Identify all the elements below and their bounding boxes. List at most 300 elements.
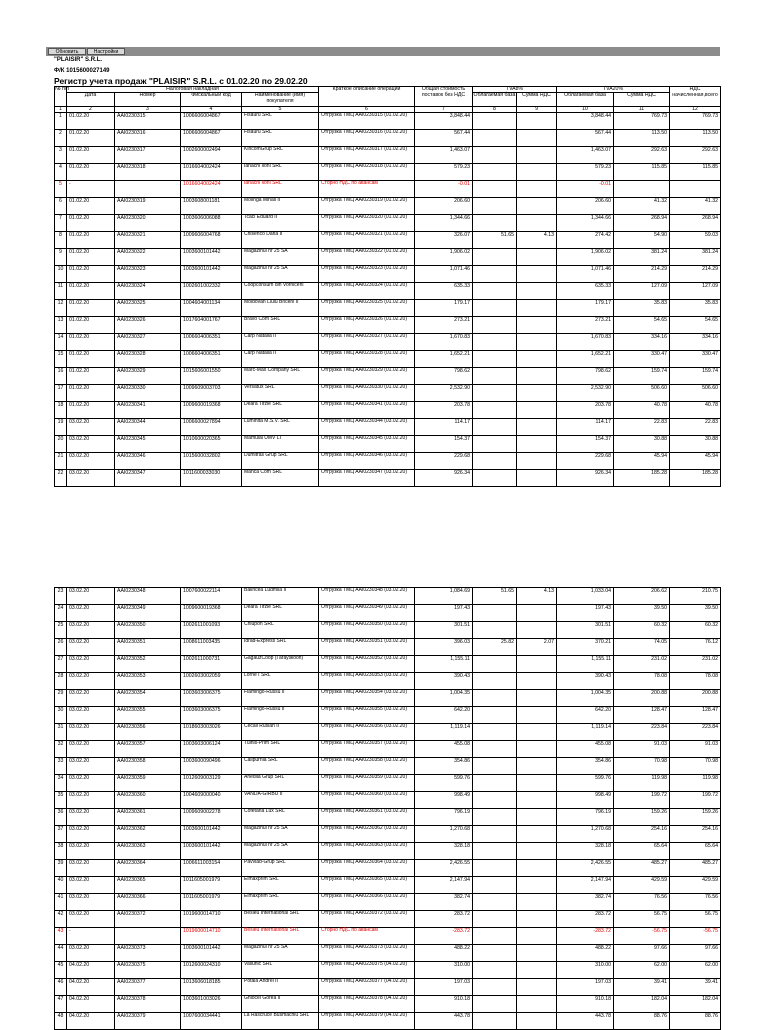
row-date: 03.02.20 bbox=[67, 775, 115, 792]
row-base-20: 328.18 bbox=[557, 843, 614, 860]
row-fiscal-code: 1016604002424 bbox=[181, 181, 242, 198]
row-description: Отгрузка ТМЦ AAI0230365 (03.02.20) bbox=[319, 877, 415, 894]
row-buyer: Calipurnia SRL bbox=[242, 758, 319, 775]
row-date: 03.02.20 bbox=[67, 656, 115, 673]
row-date: 03.02.20 bbox=[67, 724, 115, 741]
row-description: Отгрузка ТМЦ AAI0230352 (03.02.20) bbox=[319, 656, 415, 673]
row-buyer: GagauzCoop (Гагаузкооп) bbox=[242, 656, 319, 673]
row-total: 1,652.21 bbox=[415, 351, 473, 368]
row-number: 42 bbox=[55, 911, 67, 928]
row-buyer: Potala Andrei II bbox=[242, 979, 319, 996]
row-buyer: Marc-Max Company SRL bbox=[242, 368, 319, 385]
row-vat-20: 769.73 bbox=[614, 113, 670, 130]
row-vat-20: 119.98 bbox=[614, 775, 670, 792]
row-fiscal-code: 1015606001550 bbox=[181, 368, 242, 385]
row-date: 01.02.20 bbox=[67, 266, 115, 283]
row-base-8 bbox=[473, 928, 517, 945]
row-base-8 bbox=[473, 894, 517, 911]
row-vat-8 bbox=[517, 1013, 557, 1030]
row-vat-8 bbox=[517, 962, 557, 979]
table-row bbox=[55, 894, 721, 911]
row-number: 39 bbox=[55, 860, 67, 877]
row-invoice-number: AAI0230356 bbox=[115, 724, 181, 741]
row-vat-8 bbox=[517, 758, 557, 775]
row-invoice-number: AAI0230323 bbox=[115, 266, 181, 283]
row-vat-20: 62.00 bbox=[614, 962, 670, 979]
col-num: 5 bbox=[242, 107, 319, 113]
row-invoice-number: AAI0230349 bbox=[115, 605, 181, 622]
row-fiscal-code: 1006604006351 bbox=[181, 351, 242, 368]
row-invoice-number: AAI0230318 bbox=[115, 164, 181, 181]
row-date: 01.02.20 bbox=[67, 232, 115, 249]
row-invoice-number: AAI0230324 bbox=[115, 283, 181, 300]
row-fiscal-code: 1007600022114 bbox=[181, 588, 242, 605]
col-num: 3 bbox=[115, 107, 181, 113]
row-base-8 bbox=[473, 453, 517, 470]
row-vat-total: 56.75 bbox=[670, 911, 721, 928]
row-vat-20: 39.50 bbox=[614, 605, 670, 622]
row-fiscal-code: 1012609003129 bbox=[181, 775, 242, 792]
row-fiscal-code: 1006600027894 bbox=[181, 419, 242, 436]
row-base-8 bbox=[473, 351, 517, 368]
header-number: Номер bbox=[115, 93, 181, 107]
row-base-20: 229.68 bbox=[557, 453, 614, 470]
row-number: 38 bbox=[55, 843, 67, 860]
table-row bbox=[55, 792, 721, 809]
table-row bbox=[55, 996, 721, 1013]
row-date: 01.02.20 bbox=[67, 334, 115, 351]
row-vat-20: 45.94 bbox=[614, 453, 670, 470]
row-fiscal-code: 1012600024310 bbox=[181, 962, 242, 979]
col-num: 11 bbox=[614, 107, 670, 113]
row-base-20: 642.20 bbox=[557, 707, 614, 724]
row-base-20: 443.78 bbox=[557, 1013, 614, 1030]
row-vat-20: 70.98 bbox=[614, 758, 670, 775]
row-base-20: 1,071.46 bbox=[557, 266, 614, 283]
row-total: 2,532.90 bbox=[415, 385, 473, 402]
row-number: 4 bbox=[55, 164, 67, 181]
row-total: 455.08 bbox=[415, 741, 473, 758]
row-base-8 bbox=[473, 130, 517, 147]
table-row bbox=[55, 690, 721, 707]
row-invoice-number: AAI0230360 bbox=[115, 792, 181, 809]
row-base-20: 2,147.94 bbox=[557, 877, 614, 894]
row-buyer: Lorne I SRL bbox=[242, 673, 319, 690]
row-date: 04.02.20 bbox=[67, 1013, 115, 1030]
row-vat-8 bbox=[517, 164, 557, 181]
row-date: 04.02.20 bbox=[67, 996, 115, 1013]
row-vat-total: 39.41 bbox=[670, 979, 721, 996]
row-total: 3,848.44 bbox=[415, 113, 473, 130]
row-base-20: 273.21 bbox=[557, 317, 614, 334]
row-vat-total: 254.16 bbox=[670, 826, 721, 843]
row-buyer: Ghiocel Gorea II bbox=[242, 996, 319, 1013]
row-vat-total: -56.75 bbox=[670, 928, 721, 945]
row-total: 798.62 bbox=[415, 368, 473, 385]
row-vat-20: 429.59 bbox=[614, 877, 670, 894]
row-number: 6 bbox=[55, 198, 67, 215]
row-vat-8 bbox=[517, 419, 557, 436]
table-row bbox=[55, 351, 721, 368]
row-vat-total: 22.83 bbox=[670, 419, 721, 436]
row-vat-total: 506.60 bbox=[670, 385, 721, 402]
row-vat-20: 206.62 bbox=[614, 588, 670, 605]
row-number: 19 bbox=[55, 419, 67, 436]
row-date: 01.02.20 bbox=[67, 113, 115, 130]
row-description: Отгрузка ТМЦ AAI0230326 (01.02.20) bbox=[319, 317, 415, 334]
row-date: 03.02.20 bbox=[67, 690, 115, 707]
row-number: 11 bbox=[55, 283, 67, 300]
row-vat-20: 185.28 bbox=[614, 470, 670, 487]
row-buyer: KincomGrup SRL bbox=[242, 147, 319, 164]
row-description: Отгрузка ТМЦ AAI0230318 (01.02.20) bbox=[319, 164, 415, 181]
row-base-20: -0.01 bbox=[557, 181, 614, 198]
row-base-8: 25.82 bbox=[473, 639, 517, 656]
table-row bbox=[55, 164, 721, 181]
row-total: 1,084.69 bbox=[415, 588, 473, 605]
row-total: 1,119.14 bbox=[415, 724, 473, 741]
row-total: 635.33 bbox=[415, 283, 473, 300]
row-invoice-number: AAI0230329 bbox=[115, 368, 181, 385]
row-vat-total: 62.00 bbox=[670, 962, 721, 979]
row-buyer: Magazinul nr 25 SA bbox=[242, 945, 319, 962]
row-vat-20: 485.27 bbox=[614, 860, 670, 877]
row-invoice-number: AAI0230357 bbox=[115, 741, 181, 758]
row-date: 04.02.20 bbox=[67, 979, 115, 996]
row-total: 1,344.66 bbox=[415, 215, 473, 232]
row-vat-8 bbox=[517, 334, 557, 351]
row-total: 197.03 bbox=[415, 979, 473, 996]
row-description: Отгрузка ТМЦ AAI0230315 (01.02.20) bbox=[319, 113, 415, 130]
row-buyer: Flamingo-Russu II bbox=[242, 690, 319, 707]
row-vat-8 bbox=[517, 300, 557, 317]
row-date: 01.02.20 bbox=[67, 300, 115, 317]
header-tva20: TVA20% bbox=[557, 87, 670, 93]
row-date: 03.02.20 bbox=[67, 605, 115, 622]
row-vat-total: 54.65 bbox=[670, 317, 721, 334]
row-buyer: Coopconsum din Vornicenl bbox=[242, 283, 319, 300]
company-fiscal-code: Ф/К 1015600027149 bbox=[54, 68, 110, 74]
row-date: 01.02.20 bbox=[67, 198, 115, 215]
row-fiscal-code: 1011605001979 bbox=[181, 877, 242, 894]
header-base-8: Облагаемая база bbox=[473, 93, 517, 107]
row-base-20: 203.78 bbox=[557, 402, 614, 419]
row-number: 30 bbox=[55, 707, 67, 724]
row-number: 40 bbox=[55, 877, 67, 894]
row-vat-total: 330.47 bbox=[670, 351, 721, 368]
row-base-8 bbox=[473, 402, 517, 419]
row-description: Отгрузка ТМЦ AAI0230361 (03.02.20) bbox=[319, 809, 415, 826]
row-vat-8 bbox=[517, 656, 557, 673]
row-base-20: 197.03 bbox=[557, 979, 614, 996]
row-invoice-number: AAI0230345 bbox=[115, 436, 181, 453]
col-num: 1 bbox=[55, 107, 67, 113]
row-invoice-number: AAI0230352 bbox=[115, 656, 181, 673]
row-base-8 bbox=[473, 283, 517, 300]
row-base-20: 274.42 bbox=[557, 232, 614, 249]
row-total: 301.51 bbox=[415, 622, 473, 639]
row-vat-8 bbox=[517, 249, 557, 266]
row-description: Отгрузка ТМЦ AAI0230379 (04.02.20) bbox=[319, 1013, 415, 1030]
row-fiscal-code: 1003603006124 bbox=[181, 741, 242, 758]
row-base-8 bbox=[473, 368, 517, 385]
table-row bbox=[55, 181, 721, 198]
row-vat-20: 22.83 bbox=[614, 419, 670, 436]
row-vat-total: 182.04 bbox=[670, 996, 721, 1013]
row-invoice-number: AAI0230351 bbox=[115, 639, 181, 656]
row-total: 1,906.02 bbox=[415, 249, 473, 266]
row-vat-total: 429.59 bbox=[670, 877, 721, 894]
row-base-20: 567.44 bbox=[557, 130, 614, 147]
row-description: Отгрузка ТМЦ AAI0230328 (01.02.20) bbox=[319, 351, 415, 368]
header-no: № п/п bbox=[55, 87, 67, 107]
row-vat-8 bbox=[517, 605, 557, 622]
row-base-8 bbox=[473, 741, 517, 758]
row-total: 2,426.55 bbox=[415, 860, 473, 877]
row-date: 03.02.20 bbox=[67, 911, 115, 928]
row-base-20: 1,906.02 bbox=[557, 249, 614, 266]
row-base-8 bbox=[473, 181, 517, 198]
row-date: 01.02.20 bbox=[67, 368, 115, 385]
row-vat-8 bbox=[517, 843, 557, 860]
row-buyer: Magazinul nr 25 SA bbox=[242, 249, 319, 266]
row-number: 22 bbox=[55, 470, 67, 487]
row-base-20: 179.17 bbox=[557, 300, 614, 317]
row-date: 03.02.20 bbox=[67, 945, 115, 962]
row-base-8 bbox=[473, 266, 517, 283]
row-description: Отгрузка ТМЦ AAI0230346 (03.02.20) bbox=[319, 453, 415, 470]
row-description: Отгрузка ТМЦ AAI0230348 (03.02.20) bbox=[319, 588, 415, 605]
row-vat-20: 200.88 bbox=[614, 690, 670, 707]
row-invoice-number: AAI0230344 bbox=[115, 419, 181, 436]
row-fiscal-code: 1017604001767 bbox=[181, 317, 242, 334]
row-vat-8 bbox=[517, 877, 557, 894]
row-base-20: 1,344.66 bbox=[557, 215, 614, 232]
table-row bbox=[55, 334, 721, 351]
col-num: 12 bbox=[670, 107, 721, 113]
row-buyer: Manca Com SRL bbox=[242, 470, 319, 487]
settings-button[interactable]: Настройки bbox=[87, 48, 125, 55]
row-vat-total: 159.26 bbox=[670, 809, 721, 826]
row-buyer: Mamulal UMV LI bbox=[242, 436, 319, 453]
row-number: 9 bbox=[55, 249, 67, 266]
row-total: 154.37 bbox=[415, 436, 473, 453]
row-vat-total: 35.83 bbox=[670, 300, 721, 317]
row-number: 1 bbox=[55, 113, 67, 130]
row-total: 1,463.07 bbox=[415, 147, 473, 164]
row-vat-8 bbox=[517, 894, 557, 911]
row-date: - bbox=[67, 928, 115, 945]
row-vat-20: 74.05 bbox=[614, 639, 670, 656]
row-vat-20: 127.09 bbox=[614, 283, 670, 300]
row-fiscal-code: 1006604006351 bbox=[181, 334, 242, 351]
table-row bbox=[55, 198, 721, 215]
row-base-8 bbox=[473, 673, 517, 690]
row-vat-20: 268.94 bbox=[614, 215, 670, 232]
row-vat-8 bbox=[517, 996, 557, 1013]
table-row bbox=[55, 911, 721, 928]
table-row bbox=[55, 605, 721, 622]
row-fiscal-code: 1009609003703 bbox=[181, 385, 242, 402]
row-fiscal-code: 1007600034441 bbox=[181, 1013, 242, 1030]
row-description: Отгрузка ТМЦ AAI0230324 (01.02.20) bbox=[319, 283, 415, 300]
row-vat-total: 381.24 bbox=[670, 249, 721, 266]
row-description: Отгрузка ТМЦ AAI0230355 (03.02.20) bbox=[319, 707, 415, 724]
row-fiscal-code: 1003603006375 bbox=[181, 690, 242, 707]
row-invoice-number: AAI0230375 bbox=[115, 962, 181, 979]
row-buyer: La Rascruce Busmachiu SRL bbox=[242, 1013, 319, 1030]
row-fiscal-code: 1006606004867 bbox=[181, 113, 242, 130]
row-invoice-number: AAI0230330 bbox=[115, 385, 181, 402]
row-vat-8: 4.13 bbox=[517, 588, 557, 605]
table-row bbox=[55, 979, 721, 996]
row-vat-8 bbox=[517, 673, 557, 690]
row-vat-total: 127.09 bbox=[670, 283, 721, 300]
row-number: 47 bbox=[55, 996, 67, 1013]
row-buyer: Elmaxprim SRL bbox=[242, 894, 319, 911]
row-vat-total: 45.94 bbox=[670, 453, 721, 470]
row-buyer: Elmaxprim SRL bbox=[242, 877, 319, 894]
row-base-8 bbox=[473, 198, 517, 215]
header-tva8: TVA8% bbox=[473, 87, 557, 93]
row-base-20: 910.18 bbox=[557, 996, 614, 1013]
table-row bbox=[55, 639, 721, 656]
row-description: Сторно НДС по авансам bbox=[319, 928, 415, 945]
table-row bbox=[55, 368, 721, 385]
row-number: 24 bbox=[55, 605, 67, 622]
table-row bbox=[55, 588, 721, 605]
row-total: 488.22 bbox=[415, 945, 473, 962]
row-description: Отгрузка ТМЦ AAI0230357 (03.02.20) bbox=[319, 741, 415, 758]
row-description: Отгрузка ТМЦ AAI0230366 (03.02.20) bbox=[319, 894, 415, 911]
row-description: Отгрузка ТМЦ AAI0230316 (01.02.20) bbox=[319, 130, 415, 147]
row-invoice-number: AAI0230320 bbox=[115, 215, 181, 232]
row-fiscal-code: 1013606018185 bbox=[181, 979, 242, 996]
row-vat-20: 39.41 bbox=[614, 979, 670, 996]
row-date: 04.02.20 bbox=[67, 962, 115, 979]
row-vat-total bbox=[670, 181, 721, 198]
row-number: 18 bbox=[55, 402, 67, 419]
row-vat-8 bbox=[517, 113, 557, 130]
row-fiscal-code: 1003600101442 bbox=[181, 266, 242, 283]
row-number: 16 bbox=[55, 368, 67, 385]
row-buyer: Carp Natalia II bbox=[242, 351, 319, 368]
row-invoice-number: AAI0230327 bbox=[115, 334, 181, 351]
row-number: 45 bbox=[55, 962, 67, 979]
row-buyer: Deara Tirzie SRL bbox=[242, 402, 319, 419]
row-fiscal-code: 1003606006088 bbox=[181, 215, 242, 232]
row-base-20: 488.22 bbox=[557, 945, 614, 962]
row-fiscal-code: 1011605001979 bbox=[181, 894, 242, 911]
row-base-20: 796.19 bbox=[557, 809, 614, 826]
row-buyer: Dumitras Grup SRL bbox=[242, 453, 319, 470]
row-number: 8 bbox=[55, 232, 67, 249]
row-description: Отгрузка ТМЦ AAI0230362 (03.02.20) bbox=[319, 826, 415, 843]
table-row bbox=[55, 758, 721, 775]
table-row bbox=[55, 317, 721, 334]
row-buyer: VANDA-GIRBU II bbox=[242, 792, 319, 809]
row-base-20: 370.21 bbox=[557, 639, 614, 656]
row-description: Отгрузка ТМЦ AAI0230378 (04.02.20) bbox=[319, 996, 415, 1013]
row-vat-8 bbox=[517, 826, 557, 843]
row-base-8 bbox=[473, 300, 517, 317]
row-description: Отгрузка ТМЦ AAI0230358 (03.02.20) bbox=[319, 758, 415, 775]
table-row bbox=[55, 843, 721, 860]
row-base-20: 998.49 bbox=[557, 792, 614, 809]
row-invoice-number: AAI0230358 bbox=[115, 758, 181, 775]
row-base-8 bbox=[473, 249, 517, 266]
row-total: 310.00 bbox=[415, 962, 473, 979]
row-vat-8: 4.13 bbox=[517, 232, 557, 249]
row-invoice-number: AAI0230363 bbox=[115, 843, 181, 860]
row-total: 642.20 bbox=[415, 707, 473, 724]
row-vat-20: 40.78 bbox=[614, 402, 670, 419]
col-num: 7 bbox=[415, 107, 473, 113]
row-invoice-number: AAI0230366 bbox=[115, 894, 181, 911]
row-vat-20: 231.02 bbox=[614, 656, 670, 673]
row-date: 03.02.20 bbox=[67, 877, 115, 894]
row-vat-total: 231.02 bbox=[670, 656, 721, 673]
row-fiscal-code: 1009606004768 bbox=[181, 232, 242, 249]
row-base-8 bbox=[473, 945, 517, 962]
row-base-8 bbox=[473, 911, 517, 928]
row-vat-total: 119.98 bbox=[670, 775, 721, 792]
row-date: 03.02.20 bbox=[67, 894, 115, 911]
header-base-20: Облагаемая база bbox=[557, 93, 614, 107]
row-base-8 bbox=[473, 113, 517, 130]
row-buyer: Fisauru SRL bbox=[242, 130, 319, 147]
row-vat-20: 60.32 bbox=[614, 622, 670, 639]
row-vat-total: 91.03 bbox=[670, 741, 721, 758]
row-invoice-number: AAI0230347 bbox=[115, 470, 181, 487]
header-vat-total: НДС начисленная,всего bbox=[670, 87, 721, 107]
row-description: Отгрузка ТМЦ AAI0230344 (03.02.20) bbox=[319, 419, 415, 436]
row-number: 3 bbox=[55, 147, 67, 164]
refresh-button[interactable]: Обновить bbox=[48, 48, 86, 55]
row-vat-8 bbox=[517, 775, 557, 792]
row-description: Отгрузка ТМЦ AAI0230349 (03.02.20) bbox=[319, 605, 415, 622]
row-total: 796.19 bbox=[415, 809, 473, 826]
row-vat-20: 91.03 bbox=[614, 741, 670, 758]
row-vat-total: 210.75 bbox=[670, 588, 721, 605]
row-description: Отгрузка ТМЦ AAI0230375 (04.02.20) bbox=[319, 962, 415, 979]
row-date: 03.02.20 bbox=[67, 741, 115, 758]
row-number: 34 bbox=[55, 775, 67, 792]
row-number: 15 bbox=[55, 351, 67, 368]
row-buyer: Tcaci Eduard II bbox=[242, 215, 319, 232]
row-vat-8 bbox=[517, 368, 557, 385]
row-vat-8 bbox=[517, 809, 557, 826]
row-total: 328.18 bbox=[415, 843, 473, 860]
row-buyer: Cecali Ruslan II bbox=[242, 724, 319, 741]
row-date: 03.02.20 bbox=[67, 707, 115, 724]
row-total: 579.23 bbox=[415, 164, 473, 181]
row-total: 2,147.94 bbox=[415, 877, 473, 894]
row-vat-20: 292.63 bbox=[614, 147, 670, 164]
row-base-8 bbox=[473, 707, 517, 724]
row-vat-8 bbox=[517, 792, 557, 809]
row-description: Отгрузка ТМЦ AAI0230322 (01.02.20) bbox=[319, 249, 415, 266]
row-base-20: 1,652.21 bbox=[557, 351, 614, 368]
row-base-8 bbox=[473, 826, 517, 843]
table-row bbox=[55, 962, 721, 979]
row-vat-total: 41.32 bbox=[670, 198, 721, 215]
row-date: 01.02.20 bbox=[67, 249, 115, 266]
row-vat-total: 769.73 bbox=[670, 113, 721, 130]
row-vat-total: 60.32 bbox=[670, 622, 721, 639]
row-description: Отгрузка ТМЦ AAI0230317 (01.02.20) bbox=[319, 147, 415, 164]
row-vat-8 bbox=[517, 979, 557, 996]
